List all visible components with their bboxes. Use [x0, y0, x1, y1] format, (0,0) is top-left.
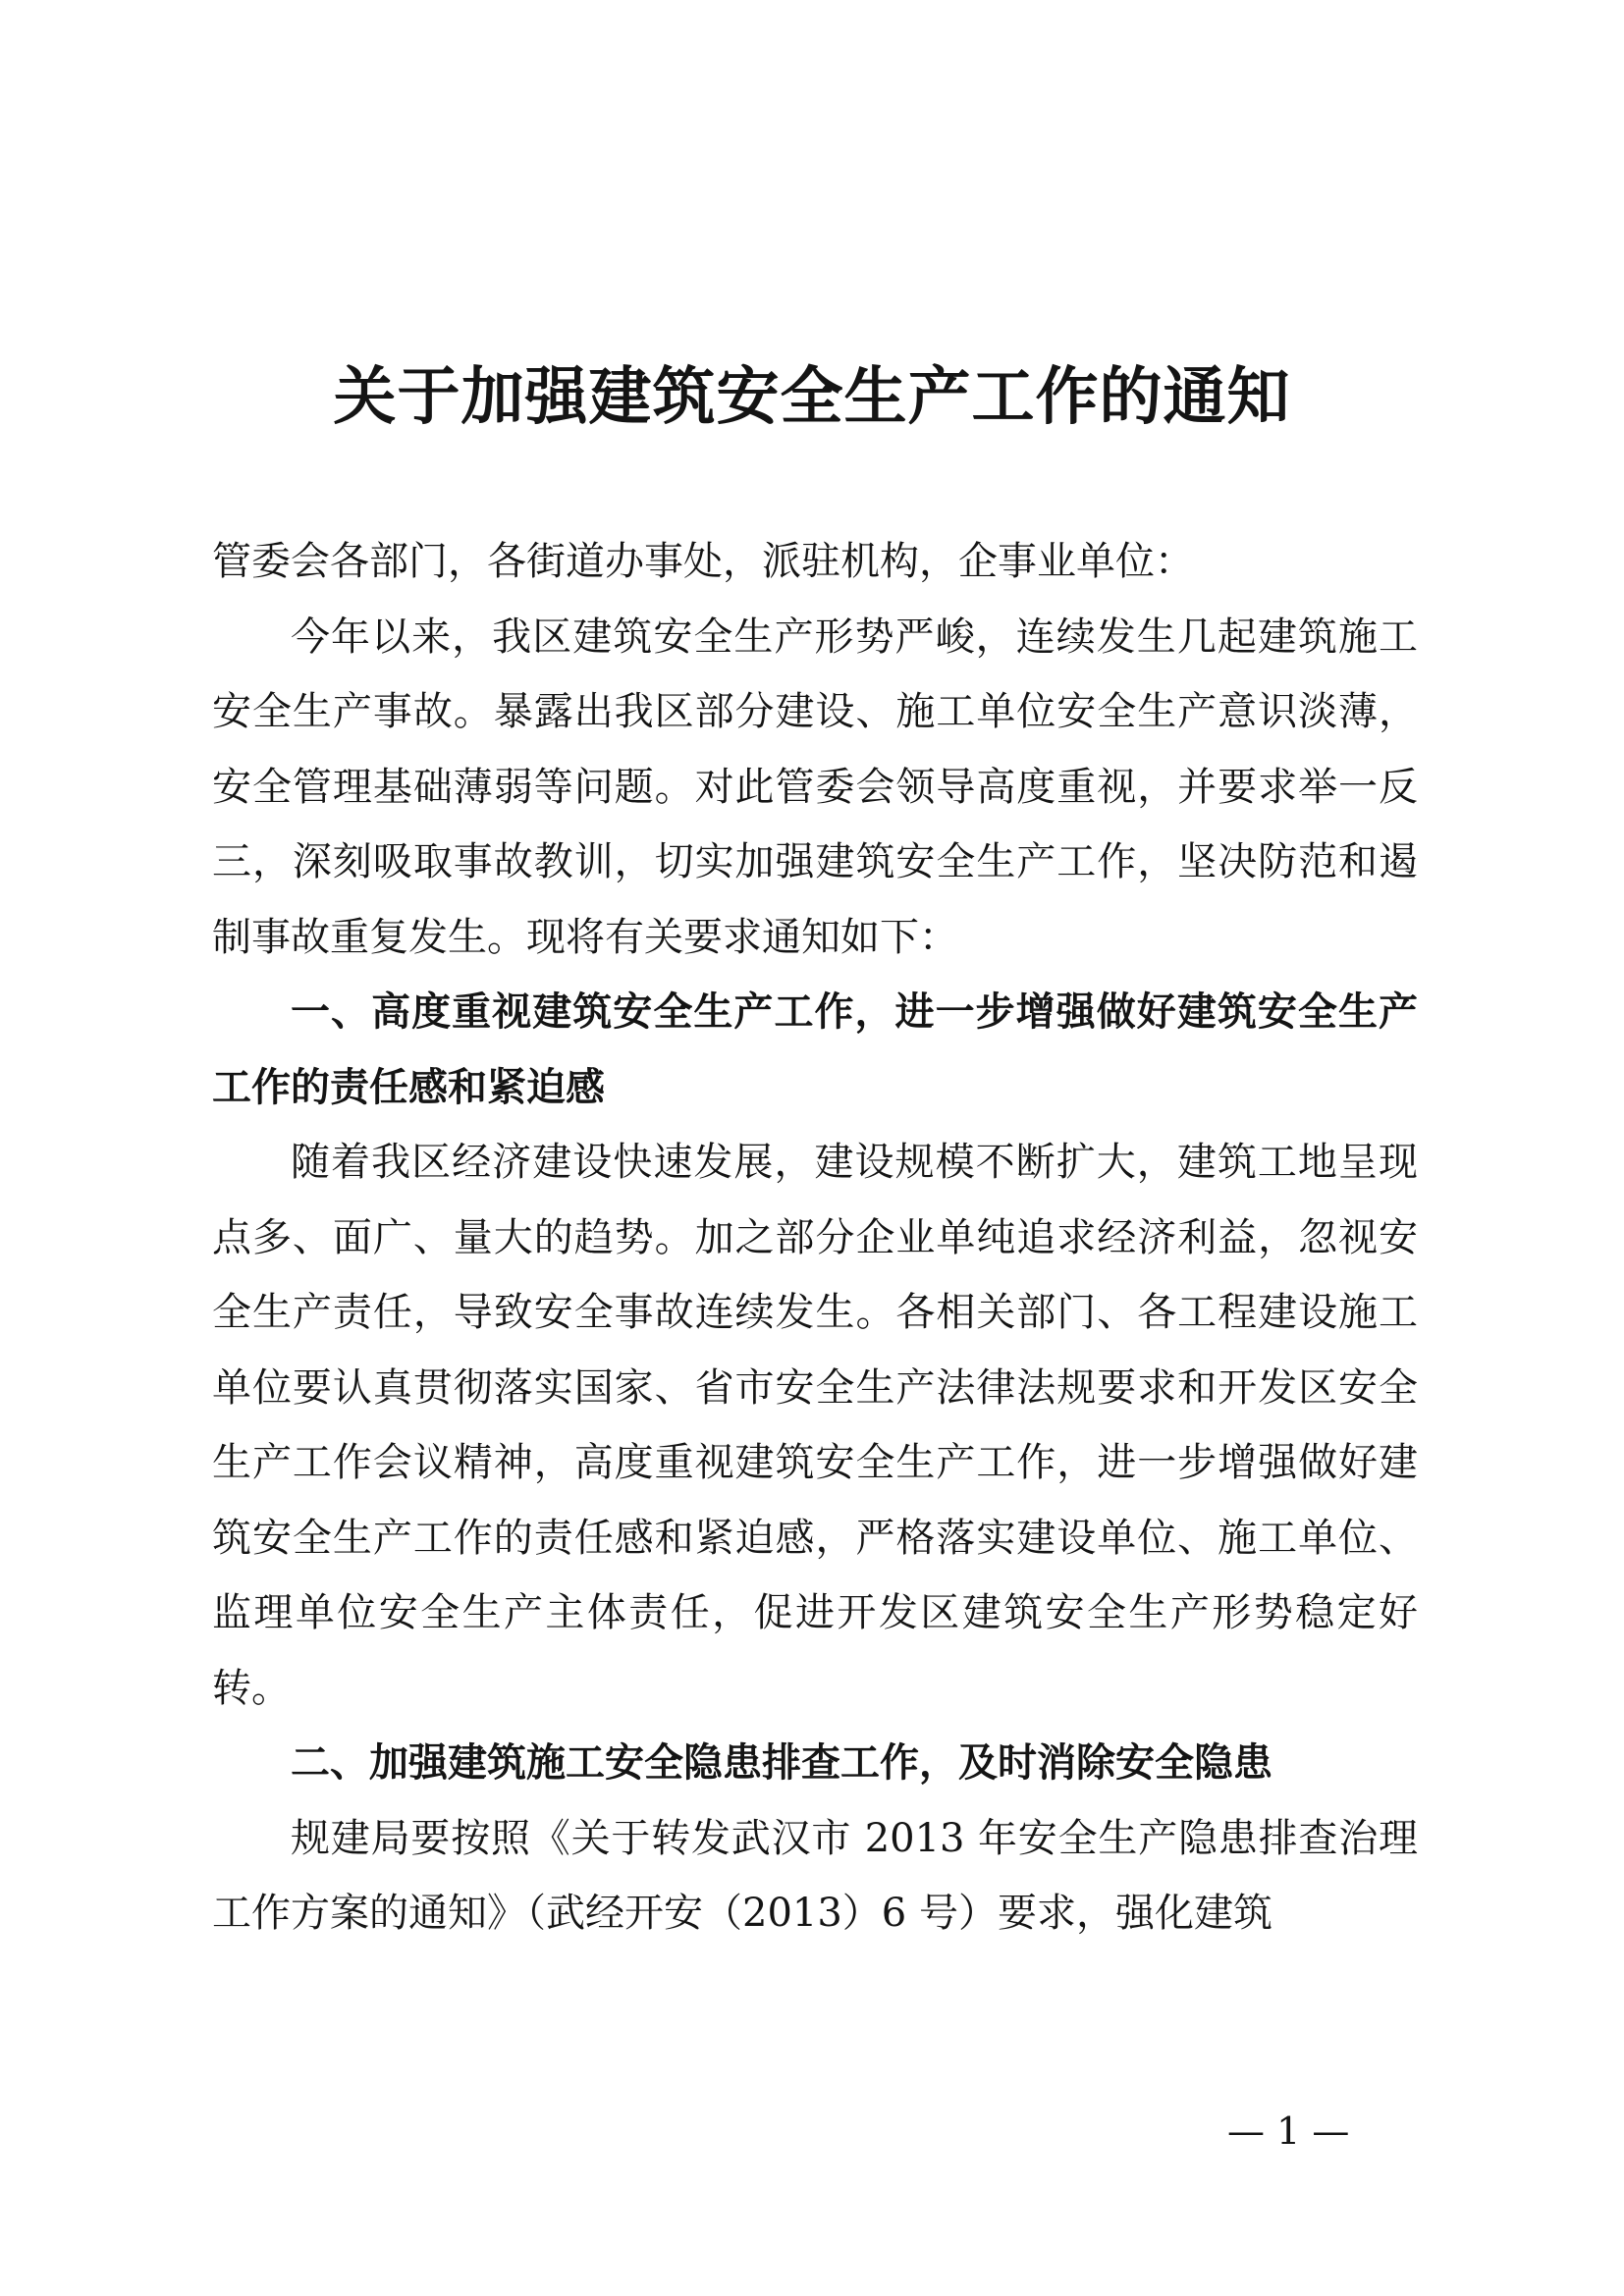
section-heading-2: 二、加强建筑施工安全隐患排查工作，及时消除安全隐患: [291, 1740, 1272, 1786]
salutation: 管委会各部门，各街道办事处，派驻机构，企事业单位：: [212, 539, 1194, 584]
paragraph-section-2: 规建局要按照《关于转发武汉市 2013 年安全生产隐患排查治理工作方案的通知》（武经开安（2013）6 号）要求，强化建筑: [212, 1815, 1418, 1936]
document-body: [212, 524, 1418, 1951]
page-number: — 1 —: [1227, 2109, 1350, 2153]
section-heading-1: 一、高度重视建筑安全生产工作，进一步增强做好建筑安全生产工作的责任感和紧迫感: [212, 989, 1418, 1110]
paragraph-section-1: 随着我区经济建设快速发展，建设规模不断扩大，建筑工地呈现点多、面广、量大的趋势。加之部分企业单纯追求经济利益，忽视安全生产责任，导致安全事故连续发生。各相关部门、各工程建设施工单位要认真贯彻落实国家、省市安全生产法律法规要求和开发区安全生产工作会议精神，高度重视建筑安全生产工作，进一步增强做好建筑安全生产工作的责任感和紧迫感，严格落实建设单位、施工单位、监理单位安全生产主体责任，促进开发区建筑安全生产形势稳定好转。: [212, 1140, 1418, 1711]
document-title: 关于加强建筑安全生产工作的通知: [333, 360, 1291, 434]
paragraph-intro: 今年以来，我区建筑安全生产形势严峻，连续发生几起建筑施工安全生产事故。暴露出我区部分建设、施工单位安全生产意识淡薄，安全管理基础薄弱等问题。对此管委会领导高度重视，并要求举一反三，深刻吸取事故教训，切实加强建筑安全生产工作，坚决防范和遏制事故重复发生。现将有关要求通知如下：: [212, 614, 1418, 960]
